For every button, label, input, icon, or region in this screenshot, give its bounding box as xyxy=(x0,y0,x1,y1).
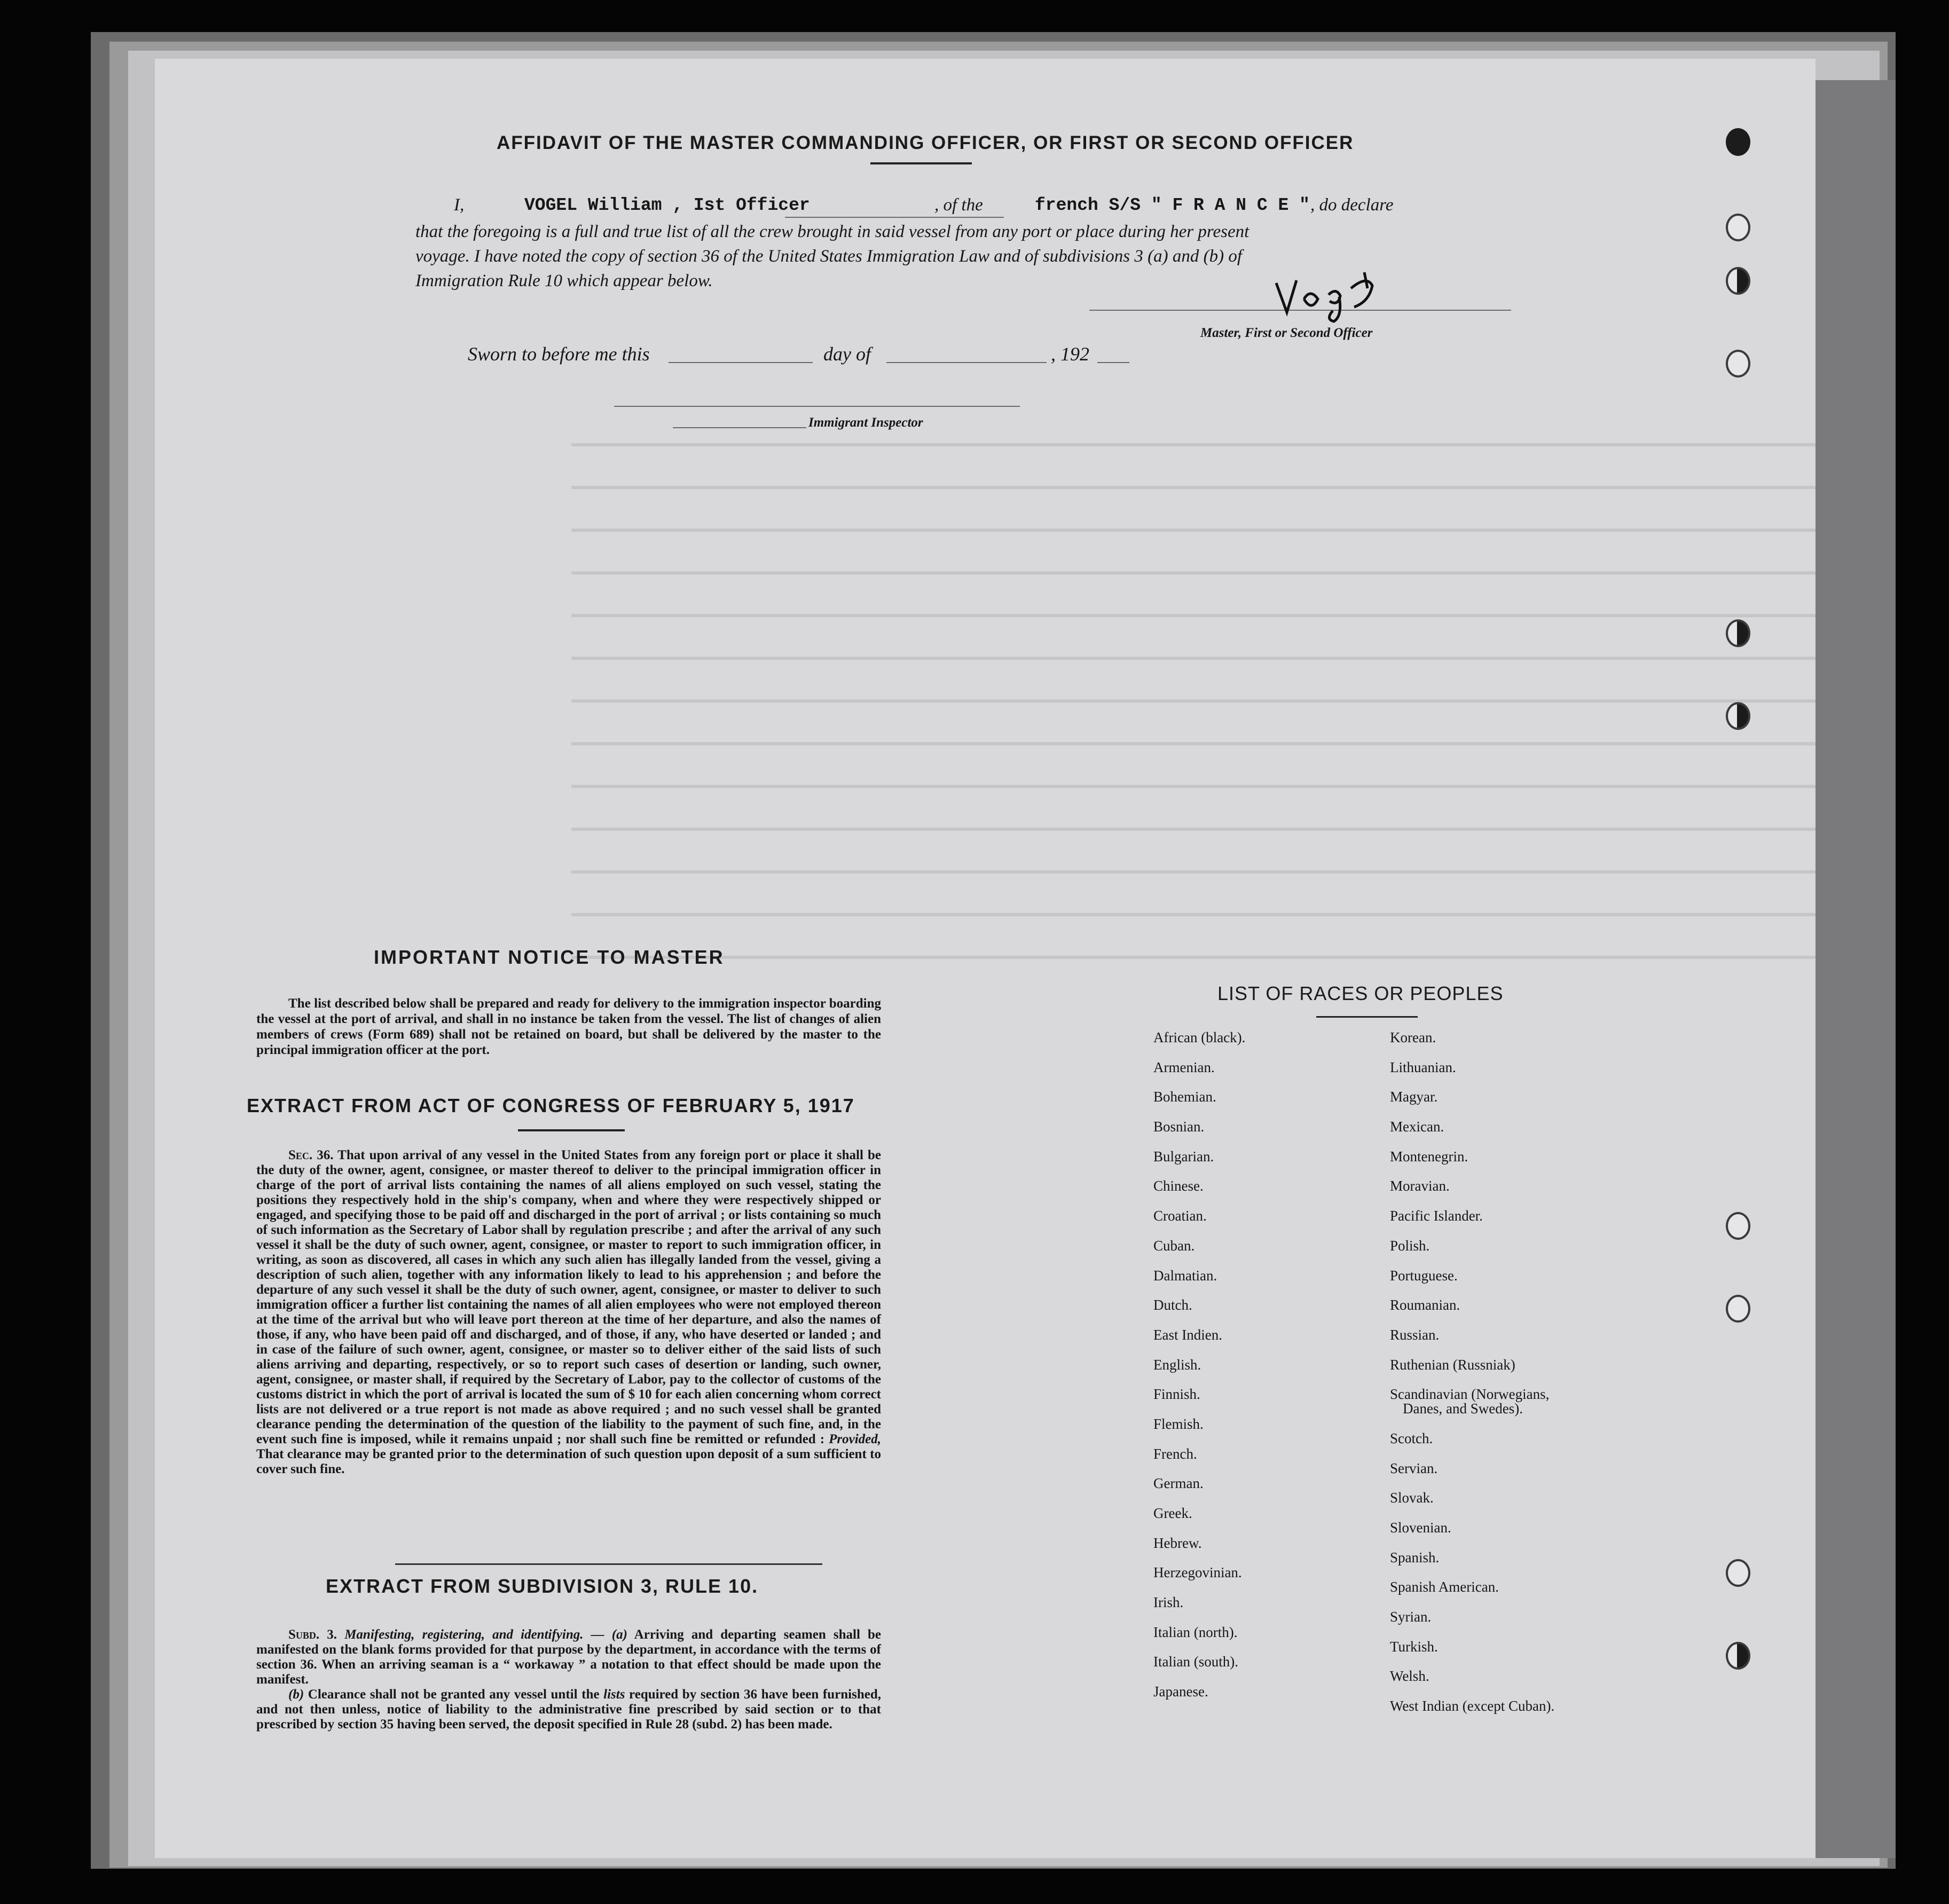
of-the-label: , of the xyxy=(934,195,983,215)
page-edge-shadow xyxy=(1805,80,1896,1858)
race-item: Scandinavian (Norwegians, xyxy=(1390,1386,1550,1403)
race-item: Bosnian. xyxy=(1153,1119,1205,1135)
bleed-through xyxy=(571,486,1816,489)
inspector-caption: Immigrant Inspector xyxy=(808,415,923,430)
sworn-month-line xyxy=(886,362,1047,363)
race-item: Bulgarian. xyxy=(1153,1148,1214,1165)
race-item: Finnish. xyxy=(1153,1386,1200,1403)
race-item: German. xyxy=(1153,1475,1204,1492)
section-divider xyxy=(395,1563,822,1565)
bleed-through xyxy=(571,529,1816,532)
bleed-through xyxy=(571,785,1816,788)
binder-hole-icon xyxy=(1726,1559,1750,1587)
do-declare-label: , do declare xyxy=(1310,195,1394,215)
provided-label: Provided, xyxy=(829,1432,881,1446)
officer-name-field: VOGEL William , Ist Officer xyxy=(524,195,810,215)
race-item: Portuguese. xyxy=(1390,1267,1458,1284)
title-underline xyxy=(870,162,972,164)
race-item: Slovenian. xyxy=(1390,1520,1451,1536)
races-left-column xyxy=(1153,1029,1245,1713)
race-item: Servian. xyxy=(1390,1460,1438,1476)
name-field-line xyxy=(785,217,1004,218)
subd-heading: Manifesting, registering, and identifying. — (a) xyxy=(344,1627,627,1642)
notice-title: IMPORTANT NOTICE TO MASTER xyxy=(374,946,725,968)
rule-extract-text xyxy=(256,1627,881,1732)
binder-hole-icon xyxy=(1726,350,1750,377)
affidavit-title: AFFIDAVIT OF THE MASTER COMMANDING OFFICER, OR FIRST OR SECOND OFFICER xyxy=(497,132,1354,153)
bleed-through xyxy=(571,913,1816,916)
race-item: Russian. xyxy=(1390,1326,1440,1343)
race-item: Moravian. xyxy=(1390,1178,1450,1194)
race-item: Danes, and Swedes). xyxy=(1403,1401,1523,1417)
year-line xyxy=(1097,362,1129,363)
race-item: Ruthenian (Russniak) xyxy=(1390,1356,1515,1373)
signature-caption: Master, First or Second Officer xyxy=(1200,326,1373,340)
bleed-through xyxy=(571,742,1816,745)
binder-hole-icon xyxy=(1726,1642,1750,1670)
race-item: Flemish. xyxy=(1153,1415,1204,1432)
race-item: Cuban. xyxy=(1153,1237,1195,1254)
affidavit-line-3: voyage. I have noted the copy of section 36 of the United States Immigration Law and of subdivisions 3 (a) and (b) of xyxy=(415,247,1243,266)
race-item: Syrian. xyxy=(1390,1609,1432,1625)
act-extract-text xyxy=(256,1148,881,1477)
race-item: Dalmatian. xyxy=(1153,1267,1217,1284)
document-page xyxy=(155,59,1816,1858)
race-item: Spanish American. xyxy=(1390,1579,1499,1595)
binder-hole-icon xyxy=(1726,214,1750,241)
race-item: East Indien. xyxy=(1153,1326,1222,1343)
para-b-label: (b) xyxy=(288,1687,304,1702)
inspector-line-top xyxy=(614,406,1020,407)
notice-text xyxy=(256,996,881,1058)
race-item: Pacific Islander. xyxy=(1390,1208,1483,1224)
rule-extract-title: EXTRACT FROM SUBDIVISION 3, RULE 10. xyxy=(326,1575,759,1597)
binder-hole-icon xyxy=(1726,128,1750,156)
races-title-underline xyxy=(1316,1016,1418,1018)
race-item: Mexican. xyxy=(1390,1119,1444,1135)
race-item: Scotch. xyxy=(1390,1430,1433,1446)
section-label: Sec. 36. xyxy=(288,1148,334,1162)
para-a: Arriving and departing seamen shall be manifested on the blank forms provided for that purpose by the department, in accordance with the terms of section 36. When an arriving seaman is a “ workaway ” a notation to that effect should be made upon the manifest. xyxy=(256,1627,882,1687)
race-item: Korean. xyxy=(1390,1029,1436,1045)
affidavit-line-4: Immigration Rule 10 which appear below. xyxy=(415,271,713,290)
race-item: Welsh. xyxy=(1390,1668,1429,1685)
binder-hole-icon xyxy=(1726,267,1750,295)
races-title: LIST OF RACES OR PEOPLES xyxy=(1217,982,1504,1004)
race-item: French. xyxy=(1153,1445,1197,1462)
race-item: Spanish. xyxy=(1390,1549,1440,1565)
bleed-through xyxy=(571,956,1816,959)
sworn-day-line xyxy=(669,362,813,363)
bleed-through xyxy=(571,870,1816,874)
race-item: African (black). xyxy=(1153,1029,1246,1045)
act-title-underline xyxy=(518,1129,625,1131)
binder-hole-icon xyxy=(1726,702,1750,730)
race-item: Irish. xyxy=(1153,1594,1184,1611)
races-right-column xyxy=(1390,1029,1554,1728)
para-b-1: Clearance shall not be granted any vessel until the xyxy=(308,1687,600,1702)
sworn-label: Sworn to before me this xyxy=(468,343,650,365)
act-body-end: That clearance may be granted prior to the determination of such question upon deposit of a sum sufficient to cover such fine. xyxy=(256,1447,881,1476)
bleed-through xyxy=(571,657,1816,660)
affidavit-prefix: I, xyxy=(454,195,465,215)
affidavit-line-2: that the foregoing is a full and true list of all the crew brought in said vessel from any port or place during her present xyxy=(415,222,1249,241)
race-item: Chinese. xyxy=(1153,1178,1204,1194)
race-item: West Indian (except Cuban). xyxy=(1390,1698,1555,1714)
race-item: Croatian. xyxy=(1153,1208,1207,1224)
affidavit-line-1 xyxy=(454,195,464,215)
bleed-through xyxy=(571,699,1816,703)
subd-label: Subd. 3. xyxy=(288,1627,337,1642)
act-body: That upon arrival of any vessel in the United States from any foreign port or place it shall be the duty of the owner, agent, consignee, or master thereof to deliver to the principal immigration officer in charge of the port of arrival lists containing the names of all aliens employed on such vessel, stating the positions they respectively hold in the ship's company, when and where they were respectively shipped or engaged, and specifying those to be paid off and discharged in the port of arrival ; or lists containing so much of such information as the Secretary of Labor shall by regulation prescribe ; and after the arrival of any such vessel it shall be the duty of such owner, agent, consignee, or master to report to such immigration officer, in writing, as soon as discovered, all cases in which any such alien has illegally landed from the vessel, giving a description of such alien, together with any information likely to lead to his apprehension ; and before the departure of any such vessel it shall be the duty of such owner, agent, consignee, or master to deliver to such immigration officer a further list containing the names of all alien employees who were not employed thereon at the time of the arrival but who will leave port thereon at the time of her departure, and also the names of those, if any, who have been paid off and discharged, and of those, if any, who have deserted or landed ; and in case of the failure of such owner, agent, consignee, or master so to deliver either of the said lists of such aliens arriving and departing, respectively, or so to report such cases of desertion or landing, such owner, agent, consignee, or master shall, if required by the Secretary of Labor, pay to the collector of customs of the customs district in which the port of arrival is located the sum of $ 10 for each alien concerning whom correct lists are not delivered or a true report is not made as above required ; and no such vessel shall be granted clearance pending the determination of the question of the liability to the payment of such fine, and, in the event such fine is imposed, while it remains unpaid ; nor shall such fine be remitted or refunded : xyxy=(256,1148,881,1446)
race-item: Herzegovinian. xyxy=(1153,1564,1242,1581)
race-item: Italian (north). xyxy=(1153,1624,1238,1640)
day-of-label: day of xyxy=(823,343,871,365)
race-item: Italian (south). xyxy=(1153,1654,1238,1670)
race-item: Magyar. xyxy=(1390,1089,1438,1105)
race-item: Roumanian. xyxy=(1390,1297,1460,1313)
race-item: Lithuanian. xyxy=(1390,1059,1456,1075)
race-item: Japanese. xyxy=(1153,1683,1208,1700)
race-item: Turkish. xyxy=(1390,1638,1438,1655)
para-b-2: required by section 36 have been furnished, and not then unless, notice of liability to the administrative fine prescribed by said section or to that prescribed by section 35 having been served, the deposit specified in Rule 28 (subd. 2) has been made. xyxy=(256,1687,881,1732)
signature-icon xyxy=(1271,267,1394,326)
race-item: Slovak. xyxy=(1390,1490,1434,1506)
year-label: , 192 xyxy=(1051,343,1089,365)
notice-body: The list described below shall be prepared and ready for delivery to the immigration inspector boarding the vessel at the port of arrival, and shall in no instance be taken from the vessel. The list of changes of alien members of crews (Form 689) shall not be retained on board, but shall be delivered by the master to the principal immigration officer at the port. xyxy=(256,996,881,1057)
binder-hole-icon xyxy=(1726,1295,1750,1323)
race-item: Dutch. xyxy=(1153,1297,1192,1313)
race-item: Polish. xyxy=(1390,1237,1430,1254)
vessel-name-field: french S/S " F R A N C E " xyxy=(1035,195,1310,215)
para-b-lists: lists xyxy=(603,1687,625,1702)
race-item: Bohemian. xyxy=(1153,1089,1216,1105)
race-item: Greek. xyxy=(1153,1505,1192,1521)
act-extract-title: EXTRACT FROM ACT OF CONGRESS OF FEBRUARY 5, 1917 xyxy=(247,1095,855,1116)
race-item: Armenian. xyxy=(1153,1059,1215,1075)
race-item: Hebrew. xyxy=(1153,1535,1202,1551)
race-item: Montenegrin. xyxy=(1390,1148,1468,1165)
bleed-through xyxy=(571,614,1816,617)
bleed-through xyxy=(571,571,1816,575)
race-item: English. xyxy=(1153,1356,1201,1373)
bleed-through xyxy=(571,443,1816,446)
bleed-through xyxy=(571,828,1816,831)
binder-hole-icon xyxy=(1726,1212,1750,1240)
inspector-line xyxy=(673,427,806,428)
binder-hole-icon xyxy=(1726,619,1750,647)
